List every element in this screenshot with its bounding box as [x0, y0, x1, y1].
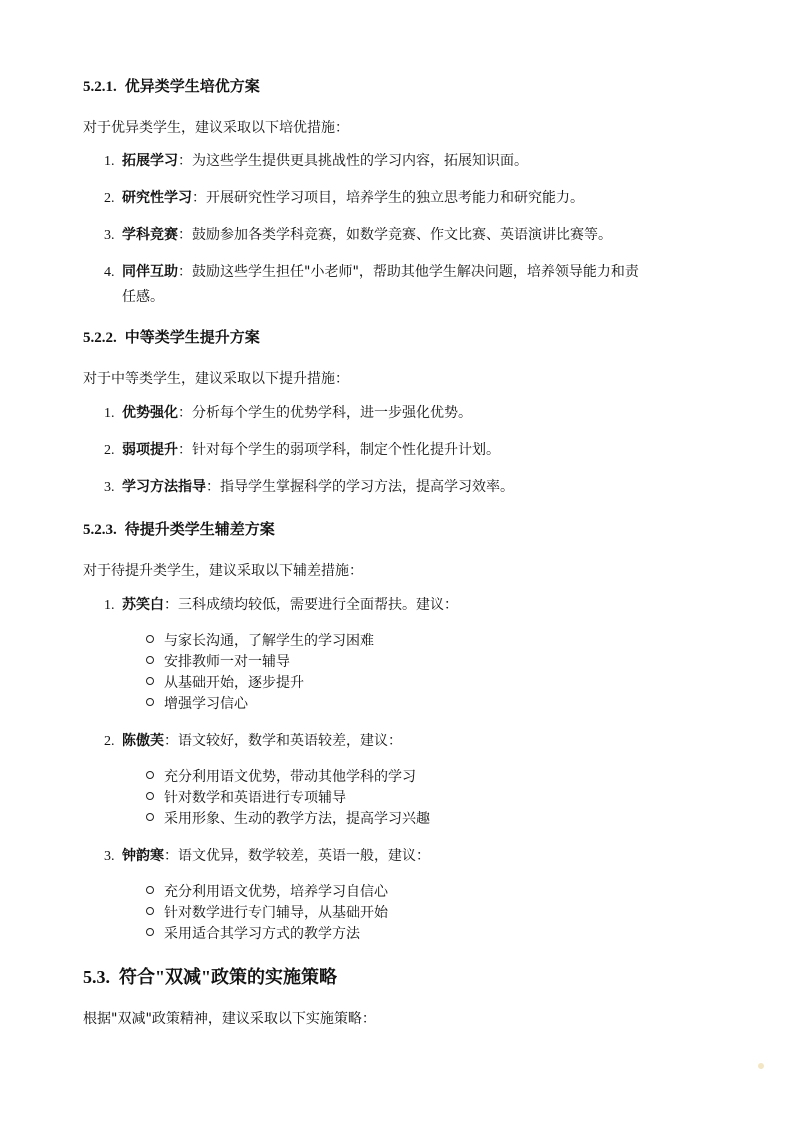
bullet-icon [146, 656, 154, 664]
section-heading-5-3 [83, 963, 337, 989]
bullet-icon [146, 677, 154, 685]
list-item [104, 224, 612, 247]
list-item [104, 476, 514, 499]
bullet-item [146, 924, 360, 944]
item-number: 2. [104, 191, 115, 206]
bullet-text: 安排教师一对一辅导 [164, 654, 290, 670]
item-number: 4. [104, 265, 115, 280]
bullet-text: 从基础开始，逐步提升 [164, 675, 304, 691]
item-number: 1. [104, 406, 115, 421]
bullet-text: 充分利用语文优势，带动其他学科的学习 [164, 769, 416, 785]
bullet-item [146, 673, 304, 693]
bullet-item [146, 809, 430, 829]
item-term: 同伴互助 [122, 264, 178, 280]
section-intro: 对于待提升类学生，建议采取以下辅差措施： [83, 563, 363, 579]
section-number: 5.2.2. [83, 330, 117, 346]
bullet-item [146, 882, 388, 902]
item-text: ：鼓励这些学生担任"小老师"，帮助其他学生解决问题，培养领导能力和责 [178, 264, 639, 280]
item-text: ：语文较好，数学和英语较差，建议： [164, 733, 402, 749]
item-term: 研究性学习 [122, 190, 192, 206]
item-term: 陈傲芙 [122, 733, 164, 749]
section-heading-5-2-3 [83, 518, 275, 539]
item-number: 3. [104, 480, 115, 495]
item-text: ：语文优异，数学较差，英语一般，建议： [164, 848, 430, 864]
section-number: 5.2.3. [83, 522, 117, 538]
list-item-continuation: 任感。 [122, 289, 164, 305]
item-term: 苏笑白 [122, 597, 164, 613]
item-number: 2. [104, 443, 115, 458]
section-title: 待提升类学生辅差方案 [124, 522, 275, 538]
section-intro: 对于优异类学生，建议采取以下培优措施： [83, 120, 349, 136]
section-heading-5-2-2 [83, 326, 260, 347]
section-number: 5.2.1. [83, 79, 117, 95]
section-title: 符合"双减"政策的实施策略 [119, 967, 337, 987]
bullet-item [146, 767, 416, 787]
bullet-item [146, 652, 290, 672]
bullet-icon [146, 928, 154, 936]
item-text: ：指导学生掌握科学的学习方法，提高学习效率。 [206, 479, 514, 495]
list-item [104, 730, 402, 753]
bullet-item [146, 631, 374, 651]
item-text: ：鼓励参加各类学科竞赛，如数学竞赛、作文比赛、英语演讲比赛等。 [178, 227, 612, 243]
item-term: 学习方法指导 [122, 479, 206, 495]
section-intro: 对于中等类学生，建议采取以下提升措施： [83, 371, 349, 387]
list-item [104, 402, 472, 425]
bullet-icon [146, 886, 154, 894]
item-number: 3. [104, 849, 115, 864]
list-item [104, 261, 639, 284]
item-term: 弱项提升 [122, 442, 178, 458]
bullet-icon [146, 792, 154, 800]
bullet-text: 与家长沟通，了解学生的学习困难 [164, 633, 374, 649]
item-term: 钟韵寒 [122, 848, 164, 864]
bullet-icon [146, 698, 154, 706]
bullet-text: 采用形象、生动的教学方法，提高学习兴趣 [164, 811, 430, 827]
bullet-icon [146, 907, 154, 915]
item-number: 3. [104, 228, 115, 243]
bullet-icon [146, 771, 154, 779]
list-item [104, 439, 500, 462]
decorative-dot [758, 1063, 764, 1069]
item-text: ：分析每个学生的优势学科，进一步强化优势。 [178, 405, 472, 421]
list-item [104, 594, 458, 617]
item-text: ：三科成绩均较低，需要进行全面帮扶。建议： [164, 597, 458, 613]
item-number: 2. [104, 734, 115, 749]
item-term: 学科竞赛 [122, 227, 178, 243]
item-term: 拓展学习 [122, 153, 178, 169]
bullet-text: 针对数学和英语进行专项辅导 [164, 790, 346, 806]
bullet-item [146, 903, 388, 923]
bullet-text: 增强学习信心 [164, 696, 248, 712]
item-number: 1. [104, 154, 115, 169]
bullet-item [146, 694, 248, 714]
list-item [104, 187, 584, 210]
section-heading-5-2-1 [83, 75, 260, 96]
section-intro: 根据"双减"政策精神，建议采取以下实施策略： [83, 1011, 376, 1027]
bullet-item [146, 788, 346, 808]
item-text: ：针对每个学生的弱项学科，制定个性化提升计划。 [178, 442, 500, 458]
section-title: 优异类学生培优方案 [124, 79, 260, 95]
bullet-text: 针对数学进行专门辅导，从基础开始 [164, 905, 388, 921]
bullet-icon [146, 813, 154, 821]
bullet-text: 充分利用语文优势，培养学习自信心 [164, 884, 388, 900]
list-item [104, 150, 528, 173]
item-text: ：开展研究性学习项目，培养学生的独立思考能力和研究能力。 [192, 190, 584, 206]
section-number: 5.3. [83, 967, 110, 987]
item-text: ：为这些学生提供更具挑战性的学习内容，拓展知识面。 [178, 153, 528, 169]
item-term: 优势强化 [122, 405, 178, 421]
section-title: 中等类学生提升方案 [124, 330, 260, 346]
list-item [104, 845, 430, 868]
item-number: 1. [104, 598, 115, 613]
bullet-icon [146, 635, 154, 643]
bullet-text: 采用适合其学习方式的教学方法 [164, 926, 360, 942]
